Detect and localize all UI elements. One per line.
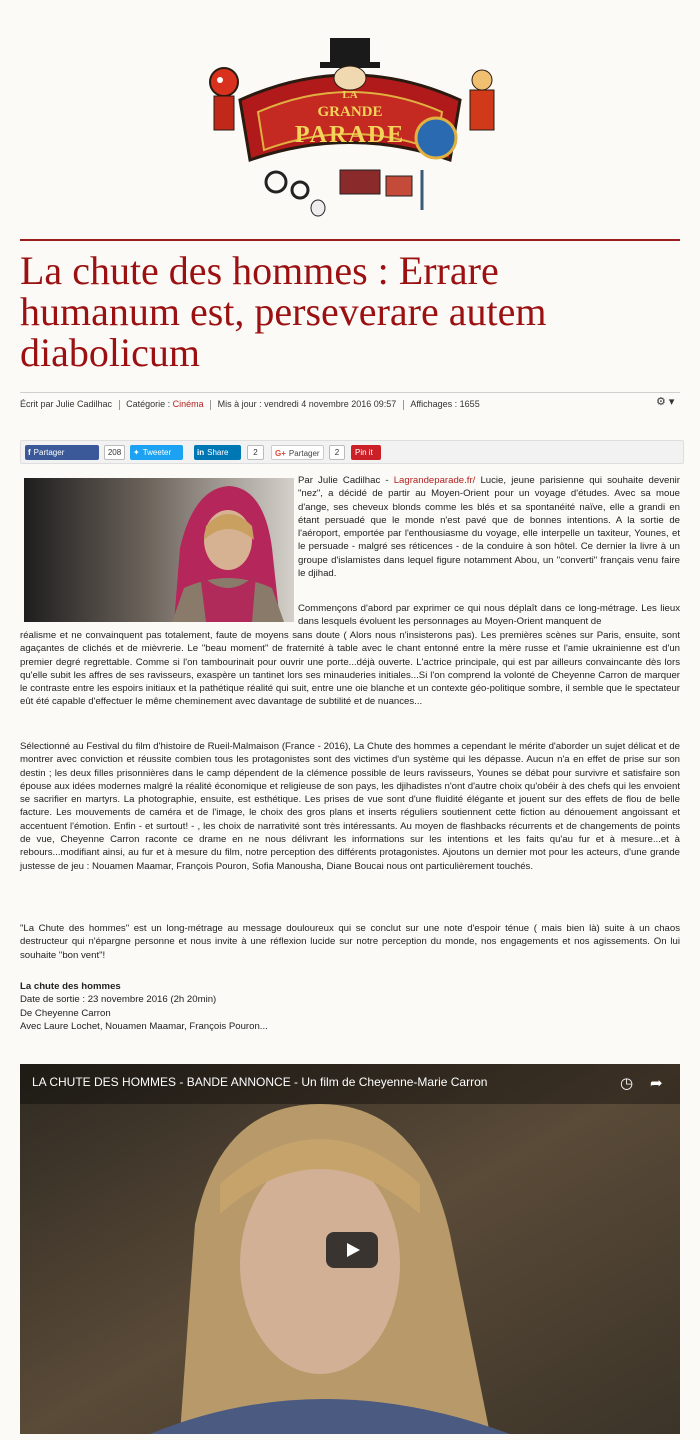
- facebook-share-label: Partager: [33, 448, 65, 457]
- share-bar: [20, 440, 684, 464]
- article-image: [24, 478, 294, 622]
- video-title[interactable]: LA CHUTE DES HOMMES - BANDE ANNONCE - Un film de Cheyenne-Marie Carron: [32, 1075, 488, 1089]
- meta-category-link[interactable]: Cinéma: [172, 399, 204, 409]
- watch-later-icon[interactable]: ◷: [620, 1075, 634, 1092]
- source-link[interactable]: Lagrandeparade.fr/: [393, 475, 476, 486]
- logo-wordmark: [200, 30, 500, 220]
- meta-views: Affichages : 1655: [410, 399, 480, 409]
- article-title: La chute des hommes : Errare humanum est, perseverare autem diabolicum: [20, 248, 547, 375]
- film-title: La chute des hommes: [20, 981, 121, 992]
- article-meta: [20, 399, 660, 410]
- meta-updated: Mis à jour : vendredi 4 novembre 2016 09:57: [217, 399, 397, 409]
- gear-icon[interactable]: ⚙ ▾: [656, 396, 675, 408]
- byline-text: Par Julie Cadilhac -: [298, 475, 394, 486]
- share-icon[interactable]: ➦: [650, 1075, 663, 1092]
- film-cast: Avec Laure Lochet, Nouamen Maamar, François Pouron...: [20, 1020, 268, 1032]
- video-player[interactable]: [20, 1064, 680, 1434]
- film-director: De Cheyenne Carron: [20, 1007, 111, 1019]
- meta-separator: [403, 400, 404, 410]
- article-paragraph-2: réalisme et ne convainquent pas totalement, faute de moyens sans doute ( Alors nous n'insisterons pas). Les premières scènes sur Paris, ensuite, sont agaçantes de clichés et de mièvrerie. Le "beau moment" de fraternité à table avec le chant entonné entre la mère russe et l'amie ukrainienne est d'un premier degré regrettable. Comme si l'on tambourinait pour ouvrir une porte...déjà ouverte. L'actrice principale, qui est par ailleurs convaincante dès lors qu'elle subit les affres de ses ravisseurs, exaspère un tantinet lors ses minauderies initiales...Si l'on comprend la volonté de Cheyenne Carron de marquer le contraste entre les espoirs initiaux et la pathétique réalité qui suit, entre une oie blanche et un contexte géo-politique sombre, il semble que le spectateur eût été capable d'effectuer le même cheminement avec davantage de subtilité et de nuances...: [20, 630, 680, 708]
- site-logo[interactable]: [200, 30, 500, 220]
- google-share-button[interactable]: [271, 445, 324, 460]
- facebook-share-button[interactable]: [25, 445, 99, 460]
- facebook-icon: f: [28, 448, 31, 457]
- logo-line-1: LA: [342, 89, 358, 101]
- article-page: [20, 0, 680, 1440]
- pinterest-share-button[interactable]: Pin it: [351, 445, 381, 460]
- play-button[interactable]: [326, 1232, 378, 1268]
- article-paragraph-2-start: Commençons d'abord par exprimer ce qui nous déplaît dans ce long-métrage. Les lieux dans lesquels évoluent les personnages au Moyen-Orient manquent de: [298, 603, 680, 628]
- meta-separator: [119, 400, 120, 410]
- linkedin-share-button[interactable]: [194, 445, 241, 460]
- still-image-woman-headscarf: [24, 478, 294, 622]
- facebook-share-count: 208: [104, 445, 125, 460]
- twitter-share-button[interactable]: [130, 445, 183, 460]
- twitter-icon: ✦: [133, 448, 140, 457]
- header-divider: [20, 239, 680, 241]
- twitter-share-label: Tweeter: [142, 448, 172, 457]
- article-paragraph-3: Sélectionné au Festival du film d'histoire de Rueil-Malmaison (France - 2016), La Chute des hommes a cependant le mérite d'aborder un sujet délicat et de montrer avec conviction et réussite combien tous les protagonistes sont des victimes d'un système qui les dépasse. Aucun n'a en effet de prise sur son destin ; les deux filles prisonnières dans le camp dépendent de la clémence possible de leurs ravisseurs, Younes se débat pour survivre et satisfaire son épouse aux idées modernes malgré la réalité économique et religieuse de son pays, les djihadistes n'ont d'autre choix qu'obéir à des chefs qui les envoient se sacrifier en martyrs. La photographie, ensuite, est esthétique. Les prises de vue sont d'une fluidité élégante et jouent sur des effets de flou de belle facture. Les mouvements de caméra et de l'image, le choix des gros plans et inserts réguliers soutiennent cette fiction au dénouement angoissant et accentuent l'émotion. Enfin - et surtout! - , les choix de narrativité sont très intéressants. Au moyen de flashbacks récurrents et de changements de points de vue, Cheyenne Carron raconte ce drame en ne nous délivrant les informations sur les intentions et les faits qu'au fur et à mesure...et à rebours...modifiant ainsi, au fur et à mesure du film, notre perception des différents protagonistes. Ajoutons un dernier mot pour les acteurs, d'une grande justesse de jeu : Nouamen Maamar, François Pouron, Sofia Manousha, Diane Boucai nous ont particulièrement touchés.: [20, 741, 680, 872]
- title-divider: [20, 392, 680, 393]
- article-paragraph-1: [298, 474, 680, 580]
- film-credits: [20, 980, 268, 1033]
- linkedin-icon: in: [197, 448, 205, 457]
- linkedin-share-count: 2: [247, 445, 264, 460]
- paragraph-1-text: Lucie, jeune parisienne qui souhaite devenir "nez", a décidé de partir au Moyen-Orient pour un voyage d'études. Avec sa moue d'ange, ses cheveux blonds comme les blés et sa spontanéité naïve, elle a grandi en étant persuadé que le monde n'est pavé que de bonnes intentions. A la sortie de l'aéroport, emportée par l'enthousiasme du voyage, elle interpelle un taxiteur, Younes, et le persuade - malgré ses réticences - de la conduire à son hôtel. Ce dernier la livre à un groupe d'islamistes dans lequel figure notamment Abou, un "converti" français venu faire le djihad.: [298, 475, 680, 580]
- logo-line-3: PARADE: [294, 122, 406, 148]
- article-paragraph-4: "La Chute des hommes" est un long-métrage au message douloureux qui se conclut sur une note d'espoir ténue ( mais bien là) suite à un chaos destructeur qui n'épargne personne et nous invite à une réflexion lucide sur notre perception du monde, nos engagements et nos agissements. On lui souhaite "bon vent"!: [20, 923, 680, 961]
- google-share-count: 2: [329, 445, 345, 460]
- google-share-label: Partager: [288, 449, 320, 458]
- meta-author: Écrit par Julie Cadilhac: [20, 399, 113, 409]
- film-release-date: Date de sortie : 23 novembre 2016 (2h 20min): [20, 994, 217, 1006]
- linkedin-share-label: Share: [207, 448, 229, 457]
- google-plus-icon: G+: [275, 449, 286, 458]
- logo-line-2: GRANDE: [317, 104, 383, 120]
- meta-separator: [210, 400, 211, 410]
- meta-category-label: Catégorie :: [126, 399, 171, 409]
